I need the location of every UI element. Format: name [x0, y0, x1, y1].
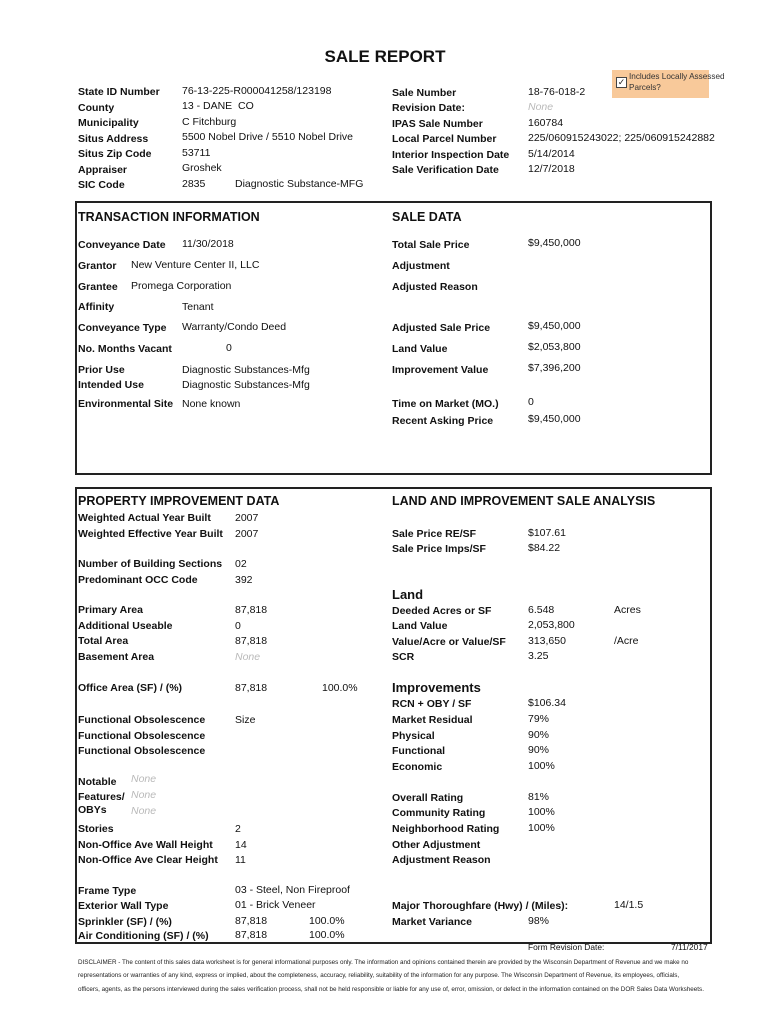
situs-zip-value: 53711	[182, 147, 211, 159]
air-conditioning-value: 87,818	[235, 929, 268, 941]
market-residual-label: Market Residual	[392, 714, 473, 726]
municipality-label: Municipality	[78, 117, 139, 129]
sprinkler-percent: 100.0%	[309, 915, 345, 927]
ipas-sale-number-label: IPAS Sale Number	[392, 118, 483, 130]
sprinkler-value: 87,818	[235, 915, 268, 927]
environmental-site-label: Environmental Site	[78, 398, 174, 410]
acres-unit: Acres	[614, 604, 641, 616]
local-parcel-value: 225/060915243022; 225/060915242882	[528, 132, 715, 144]
functional-label: Functional	[392, 745, 446, 757]
per-acre-unit: /Acre	[614, 635, 639, 647]
overall-rating-value: 81%	[528, 791, 550, 803]
functional-obsolescence-label-2: Functional Obsolescence	[78, 730, 206, 742]
analysis-land-value-value: 2,053,800	[528, 619, 575, 631]
situs-address-label: Situs Address	[78, 133, 149, 145]
improvements-subheading: Improvements	[392, 680, 481, 695]
thoroughfare-value: 14/1.5	[614, 899, 644, 911]
locally-assessed-label: Includes Locally Assessed Parcels?	[629, 72, 725, 92]
recent-asking-price-value: $9,450,000	[528, 413, 581, 425]
prior-use-value: Diagnostic Substances-Mfg	[182, 364, 310, 376]
affinity-label: Affinity	[78, 301, 115, 313]
clear-height-value: 11	[235, 854, 246, 866]
time-on-market-value: 0	[528, 396, 534, 408]
notable-feature-value-1: None	[131, 773, 157, 785]
weighted-actual-year-value: 2007	[235, 512, 259, 524]
conveyance-type-value: Warranty/Condo Deed	[182, 321, 287, 333]
notable-feature-value-3: None	[131, 805, 157, 817]
functional-obsolescence-label-3: Functional Obsolescence	[78, 745, 206, 757]
primary-area-value: 87,818	[235, 604, 268, 616]
sale-price-imps-sf-label: Sale Price Imps/SF	[392, 543, 486, 555]
functional-obsolescence-label-1: Functional Obsolescence	[78, 714, 206, 726]
clear-height-label: Non-Office Ave Clear Height	[78, 854, 218, 866]
air-conditioning-label: Air Conditioning (SF) / (%)	[78, 930, 209, 942]
economic-label: Economic	[392, 761, 443, 773]
market-residual-value: 79%	[528, 713, 550, 725]
appraiser-value: Groshek	[182, 162, 222, 174]
appraiser-label: Appraiser	[78, 164, 128, 176]
stories-value: 2	[235, 823, 241, 835]
grantor-label: Grantor	[78, 260, 117, 272]
sale-data-heading: SALE DATA	[392, 210, 462, 224]
sic-code-label: SIC Code	[78, 179, 125, 191]
conveyance-date-value: 11/30/2018	[182, 238, 234, 250]
environmental-site-value: None known	[182, 398, 241, 410]
scr-value: 3.25	[528, 650, 549, 662]
basement-area-label: Basement Area	[78, 651, 155, 663]
county-label: County	[78, 102, 115, 114]
disclaimer-line-1: DISCLAIMER - The content of this sales data worksheet is for general informational purposes only. The information and opinions contained therein are provided by the Wisconsin Department of Revenue and we make no	[78, 959, 689, 966]
sale-analysis-heading: LAND AND IMPROVEMENT SALE ANALYSIS	[392, 494, 656, 508]
page-title: SALE REPORT	[324, 47, 446, 66]
total-area-label: Total Area	[78, 635, 129, 647]
obys-label: OBYs	[78, 804, 107, 816]
air-conditioning-percent: 100.0%	[309, 929, 345, 941]
analysis-land-value-label: Land Value	[392, 620, 448, 632]
revision-date-value: None	[528, 101, 554, 113]
weighted-effective-year-value: 2007	[235, 528, 259, 540]
functional-obsolescence-value-1: Size	[235, 714, 256, 726]
property-improvement-heading: PROPERTY IMPROVEMENT DATA	[78, 494, 280, 508]
office-area-percent: 100.0%	[322, 682, 358, 694]
rcn-label: RCN + OBY / SF	[392, 698, 472, 710]
improvement-value-value: $7,396,200	[528, 362, 581, 374]
intended-use-label: Intended Use	[78, 379, 144, 391]
ipas-sale-number-value: 160784	[528, 117, 564, 129]
sic-code-value: 2835	[182, 178, 206, 190]
interior-inspection-label: Interior Inspection Date	[392, 149, 510, 161]
adjustment-reason-label: Adjustment Reason	[392, 854, 491, 866]
scr-label: SCR	[392, 651, 415, 663]
thoroughfare-label: Major Thoroughfare (Hwy) / (Miles):	[392, 900, 569, 912]
value-per-acre-label: Value/Acre or Value/SF	[392, 636, 506, 648]
situs-address-value: 5500 Nobel Drive / 5510 Nobel Drive	[182, 131, 354, 143]
exterior-wall-value: 01 - Brick Veneer	[235, 899, 316, 911]
economic-value: 100%	[528, 760, 555, 772]
frame-type-value: 03 - Steel, Non Fireproof	[235, 884, 350, 896]
situs-zip-label: Situs Zip Code	[78, 148, 152, 160]
state-id-value: 76-13-225-R000041258/123198	[182, 85, 332, 97]
form-revision-label: Form Revision Date:	[528, 942, 605, 952]
value-per-acre-value: 313,650	[528, 635, 566, 647]
sic-description: Diagnostic Substance-MFG	[235, 178, 364, 190]
stories-label: Stories	[78, 823, 114, 835]
total-sale-price-label: Total Sale Price	[392, 239, 470, 251]
market-variance-label: Market Variance	[392, 916, 472, 928]
adjusted-sale-price-value: $9,450,000	[528, 320, 581, 332]
grantee-value: Promega Corporation	[131, 280, 232, 292]
time-on-market-label: Time on Market (MO.)	[392, 398, 499, 410]
physical-label: Physical	[392, 730, 435, 742]
sprinkler-label: Sprinkler (SF) / (%)	[78, 916, 172, 928]
overall-rating-label: Overall Rating	[392, 792, 464, 804]
adjusted-sale-price-label: Adjusted Sale Price	[392, 322, 491, 334]
notable-feature-value-2: None	[131, 789, 157, 801]
land-subheading: Land	[392, 587, 424, 602]
sale-price-imps-sf-value: $84.22	[528, 542, 561, 554]
sale-verification-value: 12/7/2018	[528, 163, 575, 175]
office-area-value: 87,818	[235, 682, 268, 694]
sale-verification-label: Sale Verification Date	[392, 164, 499, 176]
features-label: Features/	[78, 791, 125, 803]
recent-asking-price-label: Recent Asking Price	[392, 415, 494, 427]
additional-useable-label: Additional Useable	[78, 620, 173, 632]
neighborhood-rating-label: Neighborhood Rating	[392, 823, 500, 835]
weighted-actual-year-label: Weighted Actual Year Built	[78, 512, 211, 524]
county-value: 13 - DANE CO	[182, 100, 254, 112]
intended-use-value: Diagnostic Substances-Mfg	[182, 379, 310, 391]
grantor-value: New Venture Center II, LLC	[131, 259, 260, 271]
total-sale-price-value: $9,450,000	[528, 237, 581, 249]
sale-price-re-sf-label: Sale Price RE/SF	[392, 528, 477, 540]
grantee-label: Grantee	[78, 281, 118, 293]
land-value-value: $2,053,800	[528, 341, 581, 353]
locally-assessed-box	[612, 70, 725, 98]
physical-value: 90%	[528, 729, 550, 741]
market-variance-value: 98%	[528, 915, 550, 927]
community-rating-label: Community Rating	[392, 807, 486, 819]
primary-area-label: Primary Area	[78, 604, 143, 616]
total-area-value: 87,818	[235, 635, 268, 647]
land-value-label: Land Value	[392, 343, 448, 355]
deeded-acres-label: Deeded Acres or SF	[392, 605, 492, 617]
wall-height-value: 14	[235, 839, 247, 851]
disclaimer-line-3: officers, agents, as the persons interviewed during the sales verification process, shall not be held responsible or liable for any use of, error, omission, or defect in the information contained on the DOR Sales Data Worksheets.	[78, 986, 704, 993]
revision-date-label: Revision Date:	[392, 102, 465, 114]
exterior-wall-label: Exterior Wall Type	[78, 900, 169, 912]
local-parcel-label: Local Parcel Number	[392, 133, 497, 145]
occ-code-label: Predominant OCC Code	[78, 574, 198, 586]
form-revision-value: 7/11/2017	[671, 942, 708, 952]
deeded-acres-value: 6.548	[528, 604, 555, 616]
interior-inspection-value: 5/14/2014	[528, 148, 575, 160]
building-sections-label: Number of Building Sections	[78, 558, 223, 570]
frame-type-label: Frame Type	[78, 885, 137, 897]
sale-number-value: 18-76-018-2	[528, 86, 586, 98]
functional-value: 90%	[528, 744, 550, 756]
basement-area-value: None	[235, 651, 261, 663]
sale-price-re-sf-value: $107.61	[528, 527, 566, 539]
prior-use-label: Prior Use	[78, 364, 125, 376]
municipality-value: C Fitchburg	[182, 116, 237, 128]
improvement-value-label: Improvement Value	[392, 364, 489, 376]
other-adjustment-label: Other Adjustment	[392, 839, 481, 851]
disclaimer-line-2: representations or warranties of any kind, express or implied, about the completeness, accuracy, reliability, suitability of the information for any purpose. The Wisconsin Department of Revenue, its employees, officials,	[78, 972, 680, 979]
conveyance-date-label: Conveyance Date	[78, 239, 166, 251]
sale-number-label: Sale Number	[392, 87, 457, 99]
affinity-value: Tenant	[182, 301, 214, 313]
building-sections-value: 02	[235, 558, 247, 570]
occ-code-value: 392	[235, 574, 253, 586]
rcn-value: $106.34	[528, 697, 566, 709]
notable-label: Notable	[78, 776, 117, 788]
conveyance-type-label: Conveyance Type	[78, 322, 167, 334]
transaction-heading: TRANSACTION INFORMATION	[78, 210, 260, 224]
neighborhood-rating-value: 100%	[528, 822, 555, 834]
additional-useable-value: 0	[235, 620, 241, 632]
wall-height-label: Non-Office Ave Wall Height	[78, 839, 213, 851]
weighted-effective-year-label: Weighted Effective Year Built	[78, 528, 223, 540]
months-vacant-label: No. Months Vacant	[78, 343, 172, 355]
adjustment-label: Adjustment	[392, 260, 450, 272]
months-vacant-value: 0	[226, 342, 232, 354]
state-id-label: State ID Number	[78, 86, 160, 98]
adjusted-reason-label: Adjusted Reason	[392, 281, 478, 293]
community-rating-value: 100%	[528, 806, 555, 818]
office-area-label: Office Area (SF) / (%)	[78, 682, 183, 694]
locally-assessed-checkbox[interactable]: ✓	[617, 77, 626, 87]
